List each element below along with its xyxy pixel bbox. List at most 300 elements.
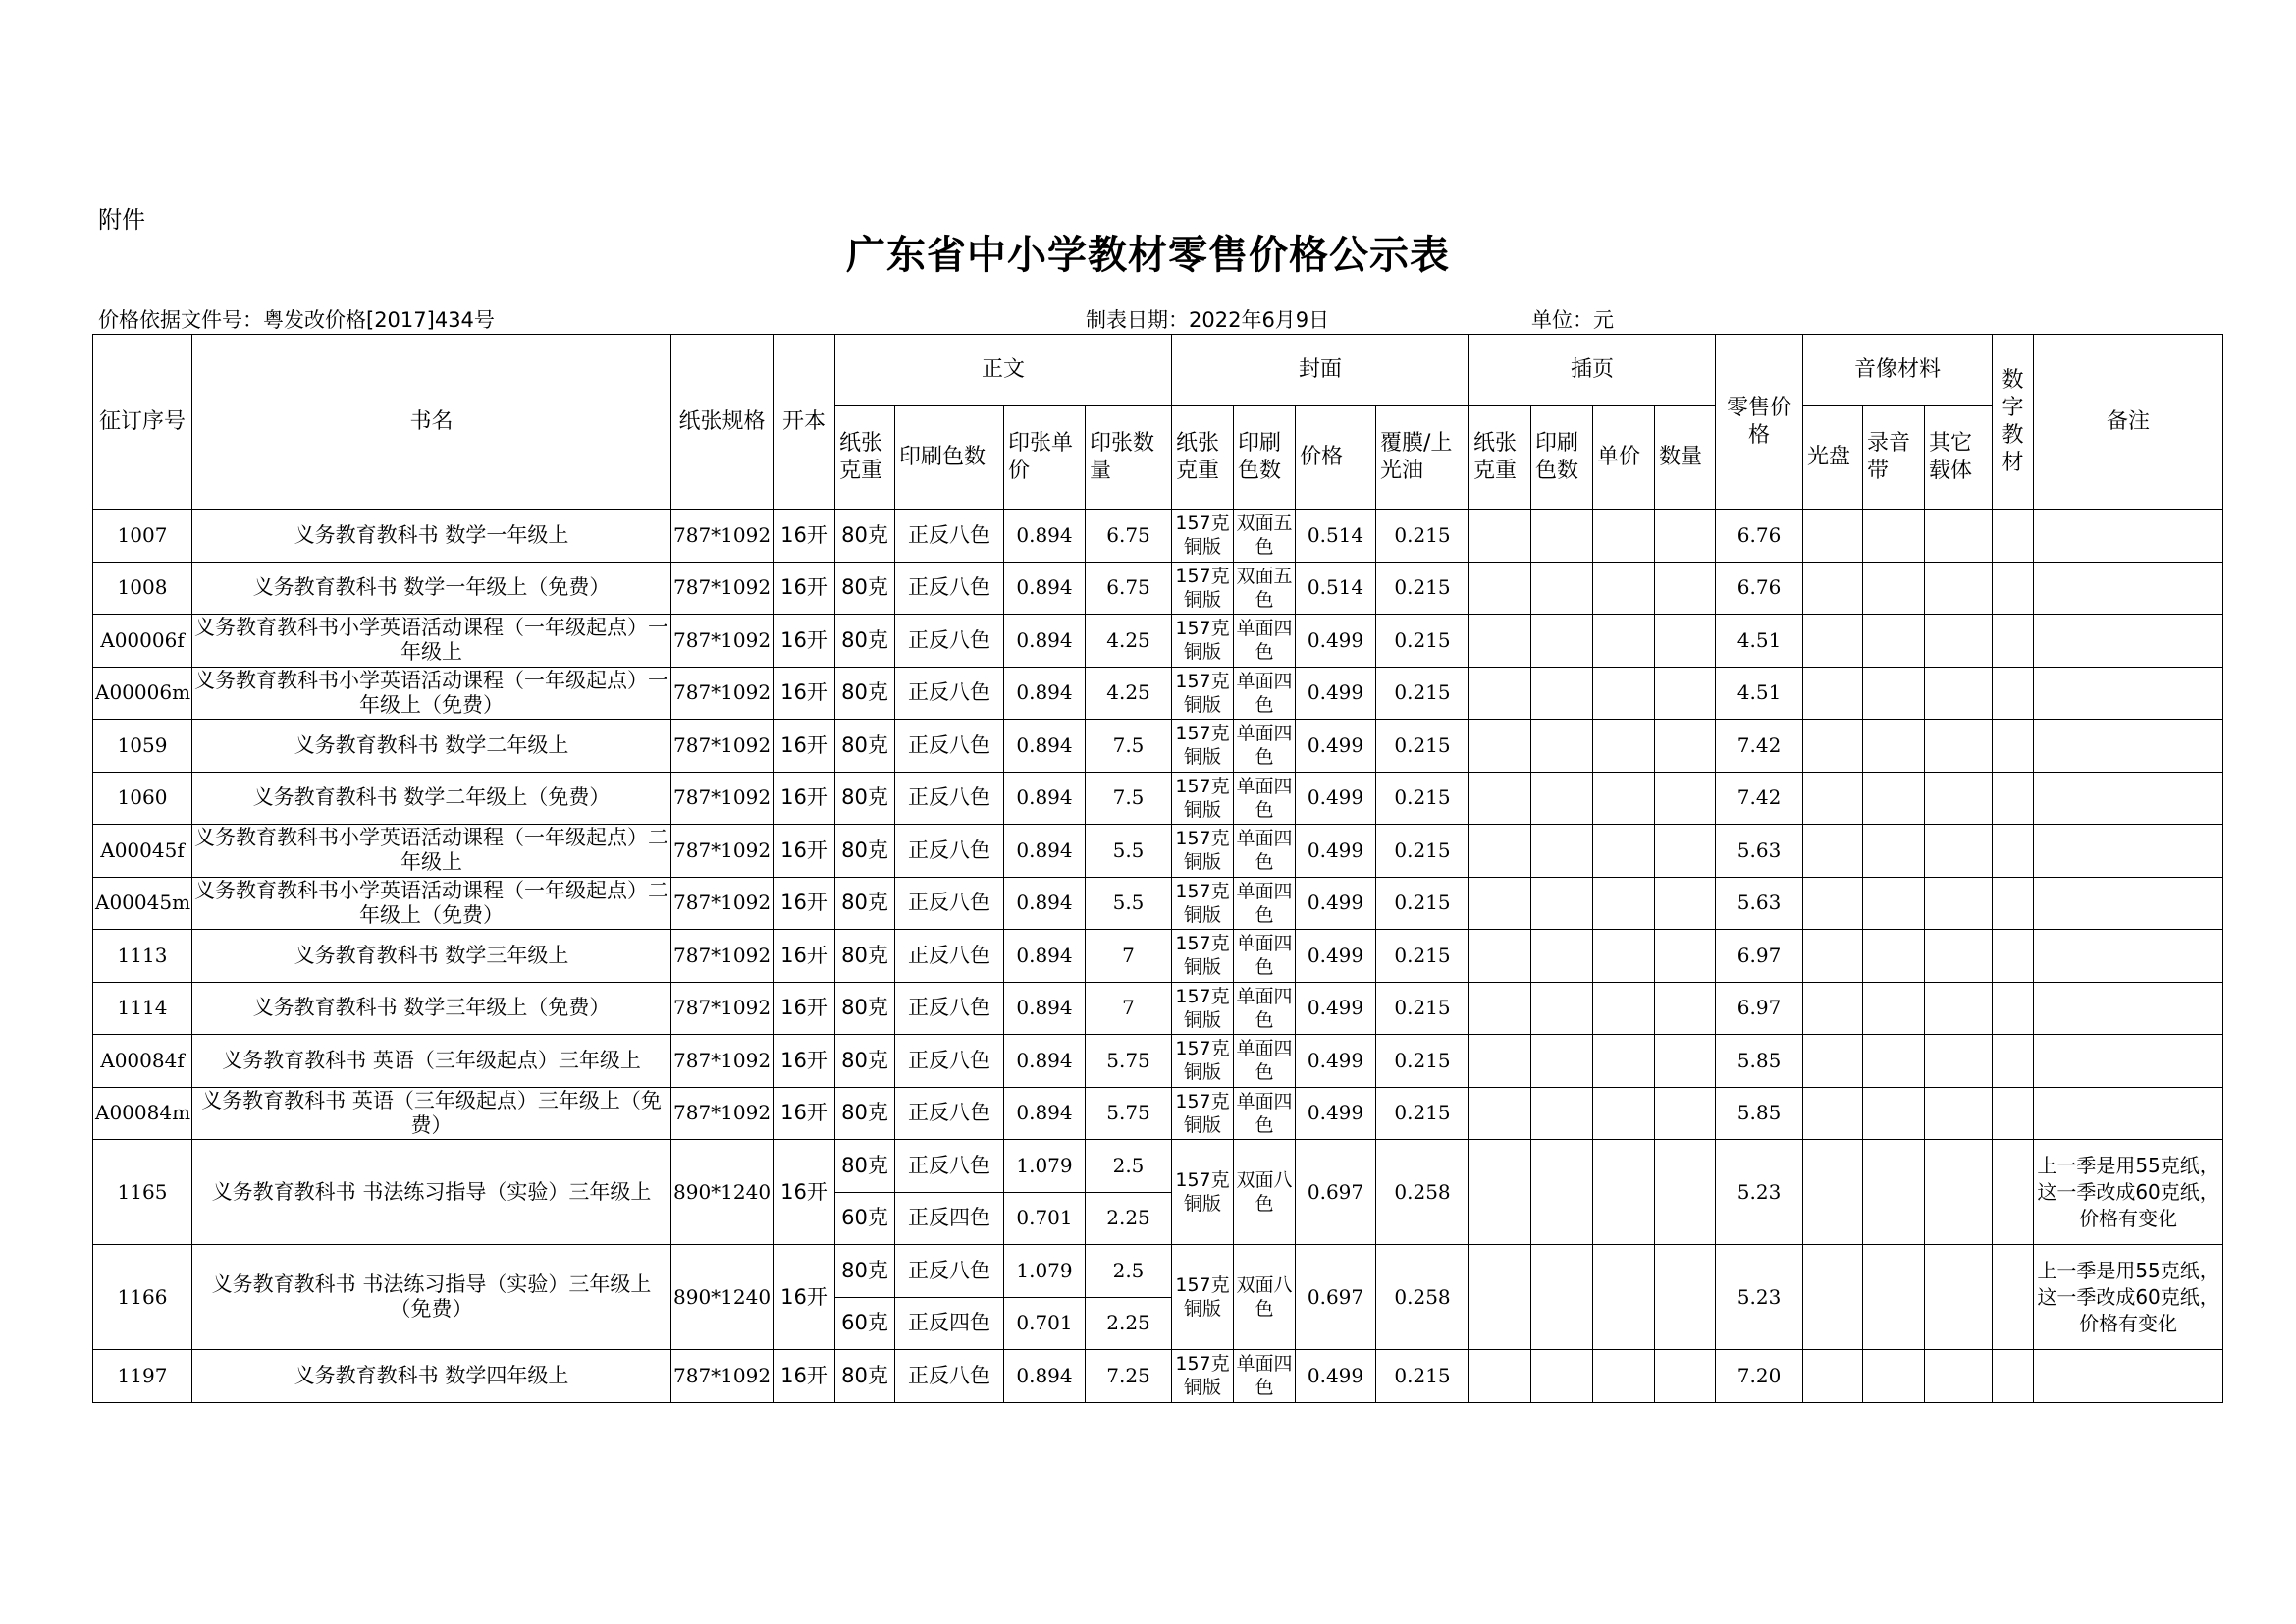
- body-weight-cell: 80克: [835, 772, 895, 825]
- cover-film-cell: 0.258: [1376, 1245, 1469, 1350]
- extra-empty-cell-1: [1863, 615, 1925, 668]
- extra-empty-cell-4: [2034, 667, 2223, 720]
- format-cell: 16开: [774, 1087, 835, 1140]
- body-quantity-cell: 5.75: [1086, 1035, 1172, 1088]
- extra-empty-cell-3: [1993, 1035, 2034, 1088]
- header-body-quantity: 印张数量: [1086, 406, 1172, 510]
- cover-film-cell: 0.258: [1376, 1140, 1469, 1245]
- extra-empty-cell-2: [1925, 1350, 1993, 1403]
- insert-empty-cell-3: [1655, 562, 1716, 615]
- body-quantity-cell: 2.5: [1086, 1140, 1172, 1193]
- remark-cell: 上一季是用55克纸，这一季改成60克纸，价格有变化: [2034, 1245, 2223, 1350]
- price-table: [92, 334, 2223, 1403]
- cover-weight-cell: 157克铜版: [1172, 1087, 1234, 1140]
- format-cell: 16开: [774, 667, 835, 720]
- body-colors-cell: 正反八色: [895, 772, 1004, 825]
- body-quantity-cell: 2.5: [1086, 1245, 1172, 1298]
- book-name-cell: 义务教育教科书 数学四年级上: [192, 1350, 671, 1403]
- body-unit-price-cell: 0.894: [1004, 877, 1086, 930]
- extra-empty-cell-1: [1863, 720, 1925, 773]
- book-name-cell: 义务教育教科书小学英语活动课程（一年级起点）一年级上（免费）: [192, 667, 671, 720]
- cover-film-cell: 0.215: [1376, 772, 1469, 825]
- header-insert-colors: 印刷色数: [1531, 406, 1593, 510]
- body-unit-price-cell: 0.894: [1004, 562, 1086, 615]
- table-row: [93, 982, 2223, 1035]
- format-cell: 16开: [774, 720, 835, 773]
- extra-empty-cell-2: [1925, 877, 1993, 930]
- insert-empty-cell-3: [1655, 930, 1716, 983]
- extra-empty-cell-3: [1993, 982, 2034, 1035]
- extra-empty-cell-2: [1925, 615, 1993, 668]
- insert-empty-cell-2: [1593, 667, 1655, 720]
- retail-price-cell: 6.97: [1716, 982, 1803, 1035]
- cover-weight-cell: 157克铜版: [1172, 562, 1234, 615]
- format-cell: 16开: [774, 615, 835, 668]
- extra-empty-cell-4: [2034, 510, 2223, 563]
- cover-colors-cell: 双面八色: [1234, 1245, 1296, 1350]
- body-weight-cell: 80克: [835, 667, 895, 720]
- insert-empty-cell-0: [1469, 1245, 1531, 1350]
- insert-empty-cell-1: [1531, 825, 1593, 878]
- extra-empty-cell-4: [2034, 720, 2223, 773]
- extra-empty-cell-1: [1863, 1087, 1925, 1140]
- insert-empty-cell-1: [1531, 510, 1593, 563]
- body-unit-price-cell: 0.894: [1004, 667, 1086, 720]
- body-quantity-cell: 5.5: [1086, 825, 1172, 878]
- cover-price-cell: 0.499: [1296, 1035, 1376, 1088]
- insert-empty-cell-2: [1593, 930, 1655, 983]
- header-order-no: 征订序号: [93, 335, 192, 510]
- paper-spec-cell: 787*1092: [671, 615, 774, 668]
- header-body-group: 正文: [835, 335, 1172, 406]
- body-unit-price-cell: 0.894: [1004, 720, 1086, 773]
- insert-empty-cell-2: [1593, 1035, 1655, 1088]
- extra-empty-cell-3: [1993, 930, 2034, 983]
- insert-empty-cell-2: [1593, 510, 1655, 563]
- order-no-cell: A00084f: [93, 1035, 192, 1088]
- cover-film-cell: 0.215: [1376, 667, 1469, 720]
- extra-empty-cell-2: [1925, 1245, 1993, 1350]
- table-row: [93, 720, 2223, 773]
- extra-empty-cell-2: [1925, 667, 1993, 720]
- insert-empty-cell-2: [1593, 772, 1655, 825]
- insert-empty-cell-0: [1469, 510, 1531, 563]
- cover-weight-cell: 157克铜版: [1172, 1140, 1234, 1245]
- cover-price-cell: 0.514: [1296, 510, 1376, 563]
- order-no-cell: A00045f: [93, 825, 192, 878]
- extra-empty-cell-4: [2034, 930, 2223, 983]
- retail-price-cell: 7.42: [1716, 720, 1803, 773]
- extra-empty-cell-2: [1925, 1087, 1993, 1140]
- insert-empty-cell-1: [1531, 877, 1593, 930]
- extra-empty-cell-2: [1925, 982, 1993, 1035]
- extra-empty-cell-4: [2034, 772, 2223, 825]
- retail-price-cell: 6.97: [1716, 930, 1803, 983]
- paper-spec-cell: 787*1092: [671, 562, 774, 615]
- body-colors-cell: 正反八色: [895, 510, 1004, 563]
- extra-empty-cell-0: [1803, 982, 1863, 1035]
- extra-empty-cell-0: [1803, 825, 1863, 878]
- extra-empty-cell-1: [1863, 825, 1925, 878]
- insert-empty-cell-2: [1593, 877, 1655, 930]
- cover-price-cell: 0.499: [1296, 720, 1376, 773]
- cover-weight-cell: 157克铜版: [1172, 510, 1234, 563]
- body-unit-price-cell: 0.894: [1004, 772, 1086, 825]
- cover-price-cell: 0.514: [1296, 562, 1376, 615]
- order-no-cell: 1113: [93, 930, 192, 983]
- extra-empty-cell-3: [1993, 772, 2034, 825]
- extra-empty-cell-0: [1803, 562, 1863, 615]
- body-weight-cell: 80克: [835, 720, 895, 773]
- retail-price-cell: 7.42: [1716, 772, 1803, 825]
- table-row: [93, 1035, 2223, 1088]
- table-row: [93, 1350, 2223, 1403]
- cover-colors-cell: 单面四色: [1234, 720, 1296, 773]
- body-colors-cell: 正反八色: [895, 1087, 1004, 1140]
- paper-spec-cell: 787*1092: [671, 877, 774, 930]
- insert-empty-cell-1: [1531, 930, 1593, 983]
- extra-empty-cell-1: [1863, 1140, 1925, 1245]
- extra-empty-cell-2: [1925, 720, 1993, 773]
- format-cell: 16开: [774, 1350, 835, 1403]
- table-row: [93, 825, 2223, 878]
- body-quantity-cell: 7.5: [1086, 772, 1172, 825]
- header-av-disc: 光盘: [1803, 406, 1863, 510]
- insert-empty-cell-0: [1469, 667, 1531, 720]
- cover-colors-cell: 双面五色: [1234, 510, 1296, 563]
- paper-spec-cell: 787*1092: [671, 1087, 774, 1140]
- header-cover-weight: 纸张克重: [1172, 406, 1234, 510]
- extra-empty-cell-1: [1863, 667, 1925, 720]
- table-row: [93, 877, 2223, 930]
- cover-colors-cell: 双面八色: [1234, 1140, 1296, 1245]
- extra-empty-cell-1: [1863, 1035, 1925, 1088]
- table-row: [93, 930, 2223, 983]
- insert-empty-cell-0: [1469, 720, 1531, 773]
- cover-film-cell: 0.215: [1376, 720, 1469, 773]
- order-no-cell: 1059: [93, 720, 192, 773]
- retail-price-cell: 5.23: [1716, 1140, 1803, 1245]
- extra-empty-cell-0: [1803, 930, 1863, 983]
- book-name-cell: 义务教育教科书 数学三年级上（免费）: [192, 982, 671, 1035]
- table-row: [93, 1087, 2223, 1140]
- extra-empty-cell-0: [1803, 510, 1863, 563]
- body-weight-cell: 80克: [835, 982, 895, 1035]
- body-weight-cell: 80克: [835, 615, 895, 668]
- order-no-cell: 1007: [93, 510, 192, 563]
- cover-price-cell: 0.499: [1296, 615, 1376, 668]
- extra-empty-cell-3: [1993, 720, 2034, 773]
- body-weight-cell: 80克: [835, 877, 895, 930]
- extra-empty-cell-0: [1803, 772, 1863, 825]
- insert-empty-cell-0: [1469, 1140, 1531, 1245]
- extra-empty-cell-1: [1863, 772, 1925, 825]
- extra-empty-cell-3: [1993, 510, 2034, 563]
- body-quantity-cell: 7.5: [1086, 720, 1172, 773]
- paper-spec-cell: 787*1092: [671, 982, 774, 1035]
- cover-colors-cell: 单面四色: [1234, 772, 1296, 825]
- extra-empty-cell-4: [2034, 982, 2223, 1035]
- cover-weight-cell: 157克铜版: [1172, 1245, 1234, 1350]
- body-colors-cell: 正反四色: [895, 1192, 1004, 1245]
- retail-price-cell: 6.76: [1716, 562, 1803, 615]
- insert-empty-cell-2: [1593, 982, 1655, 1035]
- body-colors-cell: 正反八色: [895, 667, 1004, 720]
- order-no-cell: A00084m: [93, 1087, 192, 1140]
- cover-film-cell: 0.215: [1376, 982, 1469, 1035]
- retail-price-cell: 6.76: [1716, 510, 1803, 563]
- retail-price-cell: 5.63: [1716, 877, 1803, 930]
- format-cell: 16开: [774, 1035, 835, 1088]
- body-colors-cell: 正反八色: [895, 1140, 1004, 1193]
- cover-price-cell: 0.499: [1296, 930, 1376, 983]
- cover-film-cell: 0.215: [1376, 615, 1469, 668]
- table-row: [93, 772, 2223, 825]
- paper-spec-cell: 787*1092: [671, 667, 774, 720]
- cover-film-cell: 0.215: [1376, 877, 1469, 930]
- cover-price-cell: 0.697: [1296, 1140, 1376, 1245]
- cover-weight-cell: 157克铜版: [1172, 877, 1234, 930]
- extra-empty-cell-4: [2034, 562, 2223, 615]
- extra-empty-cell-3: [1993, 877, 2034, 930]
- insert-empty-cell-3: [1655, 877, 1716, 930]
- insert-empty-cell-2: [1593, 825, 1655, 878]
- format-cell: 16开: [774, 1140, 835, 1245]
- paper-spec-cell: 890*1240: [671, 1140, 774, 1245]
- body-colors-cell: 正反八色: [895, 720, 1004, 773]
- body-weight-cell: 80克: [835, 1087, 895, 1140]
- format-cell: 16开: [774, 930, 835, 983]
- extra-empty-cell-3: [1993, 615, 2034, 668]
- format-cell: 16开: [774, 982, 835, 1035]
- unit-label: 单位：元: [1531, 308, 1614, 332]
- cover-weight-cell: 157克铜版: [1172, 667, 1234, 720]
- insert-empty-cell-0: [1469, 930, 1531, 983]
- book-name-cell: 义务教育教科书 书法练习指导（实验）三年级上（免费）: [192, 1245, 671, 1350]
- header-av-other: 其它载体: [1925, 406, 1993, 510]
- cover-film-cell: 0.215: [1376, 930, 1469, 983]
- body-quantity-cell: 6.75: [1086, 562, 1172, 615]
- paper-spec-cell: 787*1092: [671, 1035, 774, 1088]
- attachment-label: 附件: [98, 206, 145, 234]
- retail-price-cell: 5.85: [1716, 1035, 1803, 1088]
- retail-price-cell: 7.20: [1716, 1350, 1803, 1403]
- table-row: [93, 615, 2223, 668]
- header-av-tape: 录音带: [1863, 406, 1925, 510]
- extra-empty-cell-1: [1863, 510, 1925, 563]
- insert-empty-cell-1: [1531, 1140, 1593, 1245]
- order-no-cell: 1114: [93, 982, 192, 1035]
- cover-price-cell: 0.499: [1296, 667, 1376, 720]
- extra-empty-cell-2: [1925, 1140, 1993, 1245]
- insert-empty-cell-0: [1469, 1350, 1531, 1403]
- cover-colors-cell: 单面四色: [1234, 825, 1296, 878]
- order-no-cell: 1165: [93, 1140, 192, 1245]
- cover-weight-cell: 157克铜版: [1172, 720, 1234, 773]
- remark-cell: 上一季是用55克纸，这一季改成60克纸，价格有变化: [2034, 1140, 2223, 1245]
- cover-weight-cell: 157克铜版: [1172, 825, 1234, 878]
- cover-film-cell: 0.215: [1376, 1087, 1469, 1140]
- order-no-cell: 1008: [93, 562, 192, 615]
- extra-empty-cell-3: [1993, 825, 2034, 878]
- insert-empty-cell-1: [1531, 720, 1593, 773]
- cover-film-cell: 0.215: [1376, 510, 1469, 563]
- price-basis-doc: 价格依据文件号：粤发改价格[2017]434号: [98, 308, 495, 332]
- extra-empty-cell-4: [2034, 615, 2223, 668]
- header-body-colors: 印刷色数: [895, 406, 1004, 510]
- body-weight-cell: 80克: [835, 510, 895, 563]
- extra-empty-cell-0: [1803, 1035, 1863, 1088]
- insert-empty-cell-2: [1593, 720, 1655, 773]
- format-cell: 16开: [774, 562, 835, 615]
- body-quantity-cell: 6.75: [1086, 510, 1172, 563]
- insert-empty-cell-2: [1593, 562, 1655, 615]
- insert-empty-cell-1: [1531, 1087, 1593, 1140]
- insert-empty-cell-0: [1469, 772, 1531, 825]
- cover-film-cell: 0.215: [1376, 1035, 1469, 1088]
- order-no-cell: A00006m: [93, 667, 192, 720]
- book-name-cell: 义务教育教科书小学英语活动课程（一年级起点）二年级上: [192, 825, 671, 878]
- insert-empty-cell-3: [1655, 510, 1716, 563]
- extra-empty-cell-2: [1925, 1035, 1993, 1088]
- cover-weight-cell: 157克铜版: [1172, 615, 1234, 668]
- body-weight-cell: 80克: [835, 562, 895, 615]
- body-colors-cell: 正反八色: [895, 1245, 1004, 1298]
- header-retail-price: 零售价格: [1716, 335, 1803, 510]
- cover-price-cell: 0.499: [1296, 825, 1376, 878]
- extra-empty-cell-3: [1993, 667, 2034, 720]
- book-name-cell: 义务教育教科书 英语（三年级起点）三年级上（免费）: [192, 1087, 671, 1140]
- extra-empty-cell-1: [1863, 1245, 1925, 1350]
- body-unit-price-cell: 0.894: [1004, 615, 1086, 668]
- extra-empty-cell-0: [1803, 615, 1863, 668]
- header-body-weight: 纸张克重: [835, 406, 895, 510]
- body-weight-cell: 60克: [835, 1192, 895, 1245]
- header-insert-quantity: 数量: [1655, 406, 1716, 510]
- insert-empty-cell-3: [1655, 720, 1716, 773]
- cover-colors-cell: 单面四色: [1234, 1087, 1296, 1140]
- cover-weight-cell: 157克铜版: [1172, 930, 1234, 983]
- extra-empty-cell-2: [1925, 825, 1993, 878]
- format-cell: 16开: [774, 825, 835, 878]
- extra-empty-cell-3: [1993, 1350, 2034, 1403]
- body-weight-cell: 80克: [835, 1035, 895, 1088]
- body-unit-price-cell: 0.894: [1004, 510, 1086, 563]
- table-row: [93, 510, 2223, 563]
- body-weight-cell: 80克: [835, 930, 895, 983]
- table-row: [93, 1140, 2223, 1193]
- extra-empty-cell-3: [1993, 1087, 2034, 1140]
- header-body-unit-price: 印张单价: [1004, 406, 1086, 510]
- header-cover-film: 覆膜/上光油: [1376, 406, 1469, 510]
- insert-empty-cell-1: [1531, 1245, 1593, 1350]
- book-name-cell: 义务教育教科书 数学一年级上（免费）: [192, 562, 671, 615]
- header-cover-group: 封面: [1172, 335, 1469, 406]
- cover-film-cell: 0.215: [1376, 825, 1469, 878]
- insert-empty-cell-0: [1469, 1087, 1531, 1140]
- extra-empty-cell-4: [2034, 1035, 2223, 1088]
- order-no-cell: 1060: [93, 772, 192, 825]
- table-row: [93, 1245, 2223, 1298]
- cover-weight-cell: 157克铜版: [1172, 1035, 1234, 1088]
- table-row: [93, 667, 2223, 720]
- paper-spec-cell: 787*1092: [671, 510, 774, 563]
- insert-empty-cell-3: [1655, 667, 1716, 720]
- insert-empty-cell-1: [1531, 1350, 1593, 1403]
- body-colors-cell: 正反八色: [895, 825, 1004, 878]
- header-insert-unit-price: 单价: [1593, 406, 1655, 510]
- cover-price-cell: 0.499: [1296, 982, 1376, 1035]
- cover-film-cell: 0.215: [1376, 562, 1469, 615]
- insert-empty-cell-3: [1655, 1035, 1716, 1088]
- book-name-cell: 义务教育教科书 数学三年级上: [192, 930, 671, 983]
- cover-colors-cell: 单面四色: [1234, 615, 1296, 668]
- extra-empty-cell-4: [2034, 825, 2223, 878]
- cover-colors-cell: 单面四色: [1234, 982, 1296, 1035]
- book-name-cell: 义务教育教科书 书法练习指导（实验）三年级上: [192, 1140, 671, 1245]
- body-quantity-cell: 5.5: [1086, 877, 1172, 930]
- extra-empty-cell-2: [1925, 772, 1993, 825]
- header-insert-weight: 纸张克重: [1469, 406, 1531, 510]
- cover-weight-cell: 157克铜版: [1172, 772, 1234, 825]
- insert-empty-cell-1: [1531, 667, 1593, 720]
- body-quantity-cell: 4.25: [1086, 615, 1172, 668]
- header-book-name: 书名: [192, 335, 671, 510]
- insert-empty-cell-2: [1593, 1245, 1655, 1350]
- insert-empty-cell-1: [1531, 982, 1593, 1035]
- extra-empty-cell-0: [1803, 1087, 1863, 1140]
- body-colors-cell: 正反八色: [895, 877, 1004, 930]
- book-name-cell: 义务教育教科书 数学一年级上: [192, 510, 671, 563]
- book-name-cell: 义务教育教科书 英语（三年级起点）三年级上: [192, 1035, 671, 1088]
- insert-empty-cell-3: [1655, 1087, 1716, 1140]
- body-quantity-cell: 2.25: [1086, 1297, 1172, 1350]
- insert-empty-cell-2: [1593, 1350, 1655, 1403]
- cover-colors-cell: 单面四色: [1234, 1350, 1296, 1403]
- insert-empty-cell-0: [1469, 877, 1531, 930]
- insert-empty-cell-2: [1593, 1140, 1655, 1245]
- body-colors-cell: 正反八色: [895, 1035, 1004, 1088]
- book-name-cell: 义务教育教科书 数学二年级上: [192, 720, 671, 773]
- table-row: [93, 562, 2223, 615]
- extra-empty-cell-3: [1993, 562, 2034, 615]
- body-quantity-cell: 4.25: [1086, 667, 1172, 720]
- body-unit-price-cell: 0.894: [1004, 1350, 1086, 1403]
- extra-empty-cell-2: [1925, 510, 1993, 563]
- extra-empty-cell-4: [2034, 877, 2223, 930]
- cover-price-cell: 0.697: [1296, 1245, 1376, 1350]
- cover-colors-cell: 单面四色: [1234, 667, 1296, 720]
- extra-empty-cell-1: [1863, 877, 1925, 930]
- paper-spec-cell: 890*1240: [671, 1245, 774, 1350]
- extra-empty-cell-0: [1803, 720, 1863, 773]
- extra-empty-cell-1: [1863, 562, 1925, 615]
- book-name-cell: 义务教育教科书小学英语活动课程（一年级起点）一年级上: [192, 615, 671, 668]
- insert-empty-cell-0: [1469, 615, 1531, 668]
- extra-empty-cell-0: [1803, 1350, 1863, 1403]
- retail-price-cell: 5.85: [1716, 1087, 1803, 1140]
- insert-empty-cell-1: [1531, 1035, 1593, 1088]
- body-colors-cell: 正反八色: [895, 562, 1004, 615]
- retail-price-cell: 4.51: [1716, 615, 1803, 668]
- body-unit-price-cell: 0.894: [1004, 982, 1086, 1035]
- format-cell: 16开: [774, 772, 835, 825]
- body-unit-price-cell: 0.894: [1004, 1035, 1086, 1088]
- body-weight-cell: 80克: [835, 1140, 895, 1193]
- body-colors-cell: 正反八色: [895, 982, 1004, 1035]
- cover-price-cell: 0.499: [1296, 772, 1376, 825]
- extra-empty-cell-1: [1863, 1350, 1925, 1403]
